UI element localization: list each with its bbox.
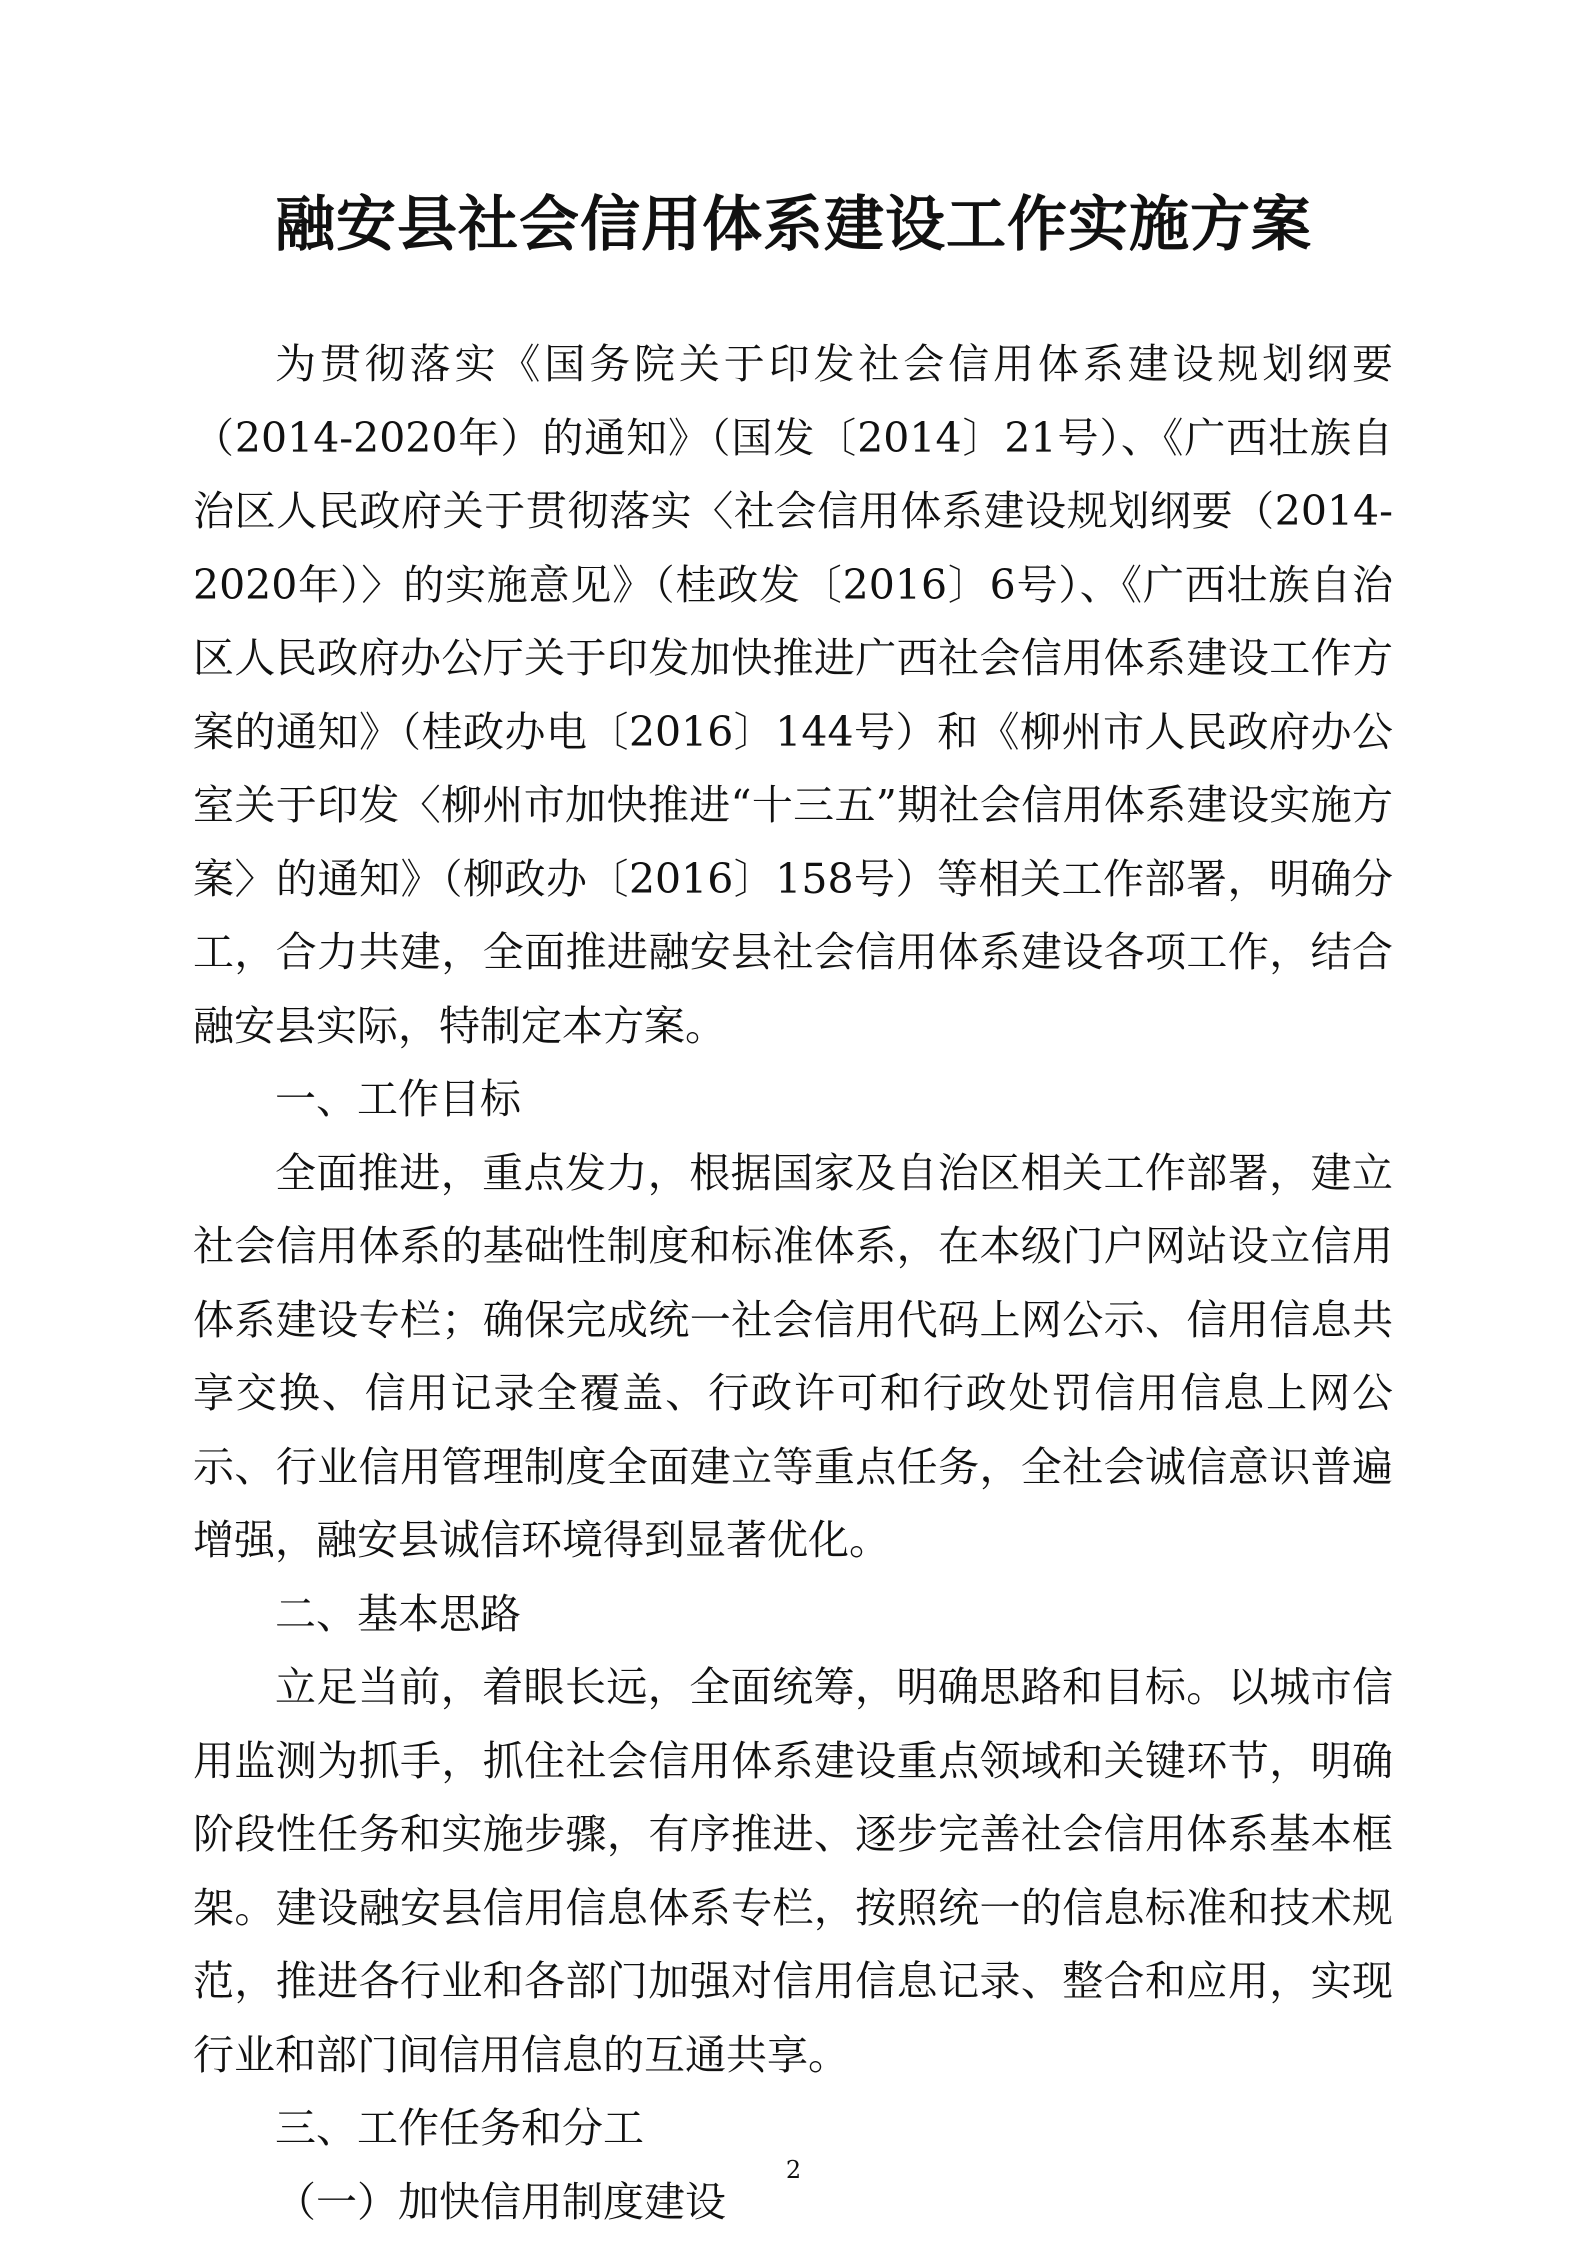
section-text-goals: 全面推进，重点发力，根据国家及自治区相关工作部署，建立社会信用体系的基础性制度和标准体系，在本级门户网站设立信用体系建设专栏；确保完成统一社会信用代码上网公示、信用信息共享交换、信用记录全覆盖、行政许可和行政处罚信用信息上网公示、行业信用管理制度全面建立等重点任务，全社会诚信意识普遍增强，融安县诚信环境得到显著优化。 (193, 1148, 1393, 1564)
document-title: 融安县社会信用体系建设工作实施方案 (275, 190, 1312, 260)
document-body (193, 328, 1393, 2239)
section-heading-approach: 二、基本思路 (275, 1589, 521, 1638)
subsection-heading-credit-system: （一）加快信用制度建设 (275, 2177, 726, 2226)
intro-paragraph: 为贯彻落实《国务院关于印发社会信用体系建设规划纲要（2014-2020年）的通知》（国发〔2014〕21号）、《广西壮族自治区人民政府关于贯彻落实〈社会信用体系建设规划纲要（2014-2020年）〉的实施意见》（桂政发〔2016〕6号）、《广西壮族自治区人民政府办公厅关于印发加快推进广西社会信用体系建设工作方案的通知》（桂政办电〔2016〕144号）和《柳州市人民政府办公室关于印发〈柳州市加快推进“十三五”期社会信用体系建设实施方案〉的通知》（柳政办〔2016〕158号）等相关工作部署，明确分工，合力共建，全面推进融安县社会信用体系建设各项工作，结合融安县实际，特制定本方案。 (193, 340, 1393, 1050)
page-number: 2 (785, 2156, 802, 2184)
section-text-approach: 立足当前，着眼长远，全面统筹，明确思路和目标。以城市信用监测为抓手，抓住社会信用体系建设重点领域和关键环节，明确阶段性任务和实施步骤，有序推进、逐步完善社会信用体系基本框架。建设融安县信用信息体系专栏，按照统一的信息标准和技术规范，推进各行业和各部门加强对信用信息记录、整合和应用，实现行业和部门间信用信息的互通共享。 (193, 1663, 1393, 2079)
section-heading-tasks: 三、工作任务和分工 (275, 2104, 644, 2152)
section-heading-goals: 一、工作目标 (275, 1075, 521, 1123)
